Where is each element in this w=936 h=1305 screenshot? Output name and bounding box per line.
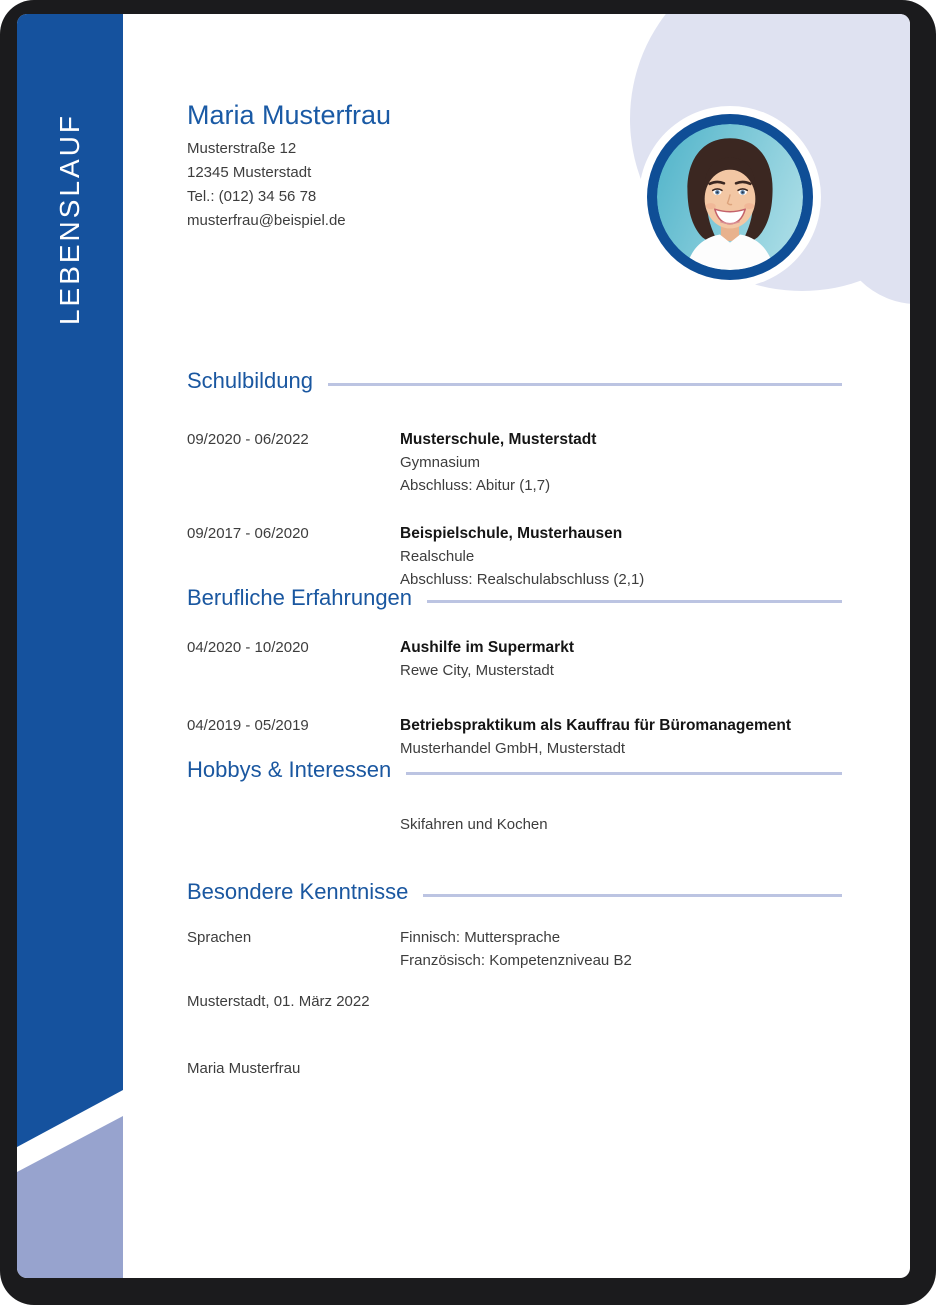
entry-detail: Realschule — [400, 548, 475, 565]
contact-block — [187, 137, 617, 233]
skills-label: Sprachen — [187, 929, 252, 946]
profile-photo-blue-ring — [647, 114, 813, 280]
skills-entry — [187, 926, 842, 972]
entry-title: Aushilfe im Supermarkt — [400, 639, 574, 656]
entry-period: 09/2017 - 06/2020 — [187, 525, 309, 542]
phone-number: Tel.: (012) 34 56 78 — [187, 188, 317, 205]
section-skills-title: Besondere Kenntnisse — [187, 879, 409, 904]
section-hobbies-heading — [187, 755, 842, 785]
section-experience-heading — [187, 583, 842, 613]
sidebar-accent-periwinkle — [17, 1116, 123, 1278]
section-skills-heading — [187, 877, 842, 907]
address-street: Musterstraße 12 — [187, 140, 297, 157]
entry-title: Beispielschule, Musterhausen — [400, 525, 623, 542]
education-entry — [187, 522, 842, 591]
place-and-date: Musterstadt, 01. März 2022 — [187, 993, 370, 1010]
section-education-heading — [187, 366, 842, 396]
address-city: 12345 Musterstadt — [187, 164, 312, 181]
section-education-title: Schulbildung — [187, 368, 313, 393]
header-block — [187, 98, 617, 233]
sidebar-lebenslauf-label: LEBENSLAUF — [54, 112, 85, 326]
section-education — [187, 366, 842, 591]
entry-detail: Rewe City, Musterstadt — [400, 662, 554, 679]
section-divider-line — [423, 894, 842, 897]
section-skills — [187, 877, 842, 972]
section-divider-line — [406, 772, 842, 775]
hobbies-content: Skifahren und Kochen — [400, 816, 548, 833]
education-entry — [187, 428, 842, 497]
entry-title: Betriebspraktikum als Kauffrau für Büromanagement — [400, 717, 792, 734]
entry-period: 04/2019 - 05/2019 — [187, 717, 309, 734]
skill-language: Französisch: Kompetenzniveau B2 — [400, 952, 632, 969]
section-experience-title: Berufliche Erfahrungen — [187, 585, 413, 610]
profile-photo — [657, 124, 803, 270]
entry-body — [400, 714, 842, 760]
signature-name: Maria Musterfrau — [187, 1060, 301, 1077]
profile-photo-outer-ring — [639, 106, 821, 288]
entry-period: 09/2020 - 06/2022 — [187, 431, 309, 448]
cv-page — [17, 14, 910, 1278]
section-hobbies — [187, 755, 842, 836]
entry-body — [400, 926, 842, 972]
entry-body — [400, 636, 842, 682]
entry-detail: Abschluss: Realschulabschluss (2,1) — [400, 571, 645, 588]
person-name: Maria Musterfrau — [187, 100, 392, 130]
experience-entry — [187, 636, 842, 682]
entry-period: 04/2020 - 10/2020 — [187, 639, 309, 656]
email-address: musterfrau@beispiel.de — [187, 212, 346, 229]
section-divider-line — [328, 383, 842, 386]
entry-period-empty — [187, 813, 400, 836]
section-hobbies-title: Hobbys & Interessen — [187, 757, 392, 782]
entry-detail: Abschluss: Abitur (1,7) — [400, 477, 551, 494]
section-experience — [187, 583, 842, 760]
experience-entry — [187, 714, 842, 760]
entry-title: Musterschule, Musterstadt — [400, 431, 597, 448]
skill-language: Finnisch: Muttersprache — [400, 929, 561, 946]
hobbies-entry — [187, 813, 842, 836]
entry-body — [400, 428, 842, 497]
entry-detail: Gymnasium — [400, 454, 481, 471]
entry-detail: Musterhandel GmbH, Musterstadt — [400, 740, 626, 757]
entry-body — [400, 522, 842, 591]
section-divider-line — [427, 600, 842, 603]
